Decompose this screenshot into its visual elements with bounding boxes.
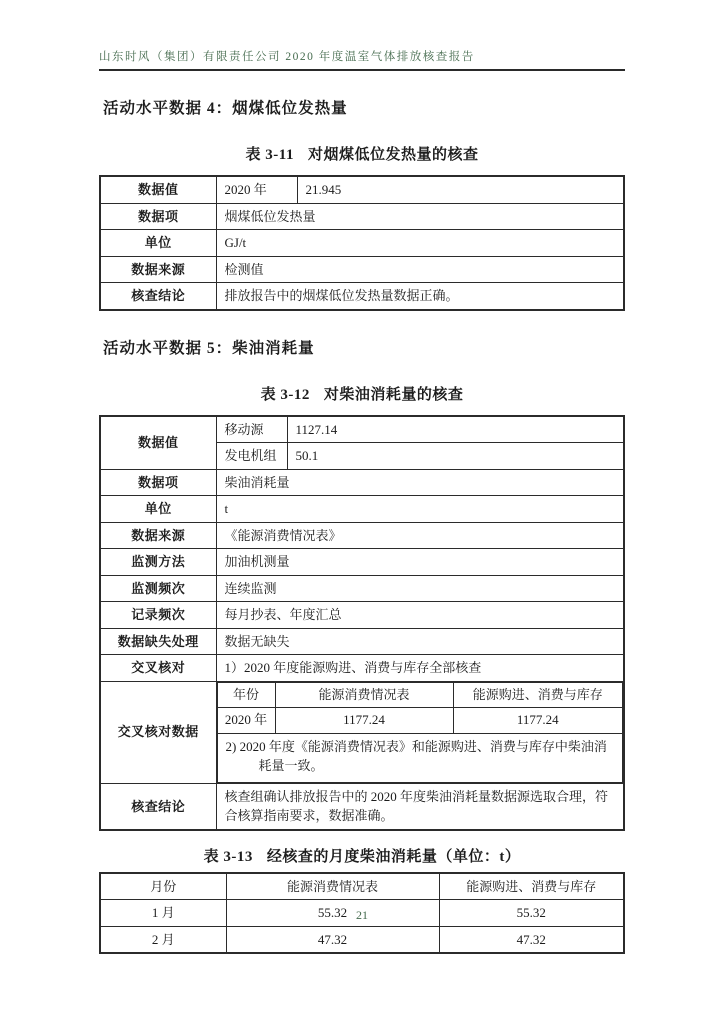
table-row [217, 682, 623, 708]
table-cell: t [216, 496, 624, 523]
table-3-11-caption [99, 143, 625, 164]
crosscheck-inner-table [217, 682, 624, 783]
table-row [217, 708, 623, 734]
table-3-12 [99, 415, 625, 831]
table-cell-source-name: 移动源 [216, 416, 287, 443]
table-cell-value: 50.1 [287, 443, 624, 470]
table-row [100, 926, 624, 953]
table-cell: 柴油消耗量 [216, 469, 624, 496]
column-header-month: 月份 [100, 873, 226, 900]
row-label: 核查结论 [100, 283, 216, 310]
table-cell-year: 2020 年 [216, 176, 297, 203]
cell-value: 47.32 [439, 926, 624, 953]
row-label: 数据缺失处理 [100, 628, 216, 655]
row-label: 单位 [100, 230, 216, 257]
crosscheck-note: 2) 2020 年度《能源消费情况表》和能源购进、消费与库存中柴油消耗量一致。 [217, 734, 623, 783]
row-label: 记录频次 [100, 602, 216, 629]
table-header-row [100, 873, 624, 900]
table-3-12-title: 对柴油消耗量的核查 [323, 386, 464, 403]
page-number: 21 [356, 908, 368, 922]
table-3-12-caption [99, 383, 625, 404]
table-row [100, 256, 624, 283]
inner-cell-year: 2020 年 [217, 708, 275, 734]
table-cell-value: 1127.14 [287, 416, 624, 443]
column-header-purchase-stock: 能源购进、消费与库存 [439, 873, 624, 900]
table-row [100, 522, 624, 549]
crosscheck-nested-cell [216, 681, 624, 783]
section-heading-coal-heating-value: 活动水平数据 4：烟煤低位发热量 [103, 100, 348, 117]
table-row [100, 230, 624, 257]
inner-header-purchase-stock: 能源购进、消费与库存 [453, 682, 623, 708]
table-3-13-title: 经核查的月度柴油消耗量（单位：t） [266, 848, 521, 865]
table-row [217, 734, 623, 783]
inner-cell-value: 1177.24 [453, 708, 623, 734]
table-row [100, 628, 624, 655]
table-3-13-caption [99, 845, 625, 866]
table-row [100, 416, 624, 443]
row-label: 数据来源 [100, 522, 216, 549]
table-cell: 烟煤低位发热量 [216, 203, 624, 230]
table-cell: 《能源消费情况表》 [216, 522, 624, 549]
cell-month: 1 月 [100, 900, 226, 927]
section-heading-diesel-consumption: 活动水平数据 5：柴油消耗量 [103, 339, 315, 357]
row-label: 数据项 [100, 203, 216, 230]
table-cell: 检测值 [216, 256, 624, 283]
table-row [100, 575, 624, 602]
table-3-11-number: 表 3-11 [245, 147, 294, 163]
table-cell-value: 21.945 [297, 176, 624, 203]
table-row [100, 496, 624, 523]
row-label: 交叉核对数据 [100, 681, 216, 783]
row-label: 单位 [100, 496, 216, 523]
table-3-13-number: 表 3-13 [203, 848, 253, 865]
table-cell: 加油机测量 [216, 549, 624, 576]
table-3-11 [99, 175, 625, 311]
table-row [100, 783, 624, 830]
table-row-crosscheck-data [100, 681, 624, 783]
table-cell-source-name: 发电机组 [216, 443, 287, 470]
row-label: 核查结论 [100, 783, 216, 830]
cell-value: 55.32 [226, 900, 439, 927]
table-cell: 1）2020 年度能源购进、消费与库存全部核查 [216, 655, 624, 682]
row-label: 数据项 [100, 469, 216, 496]
report-header: 山东时风（集团）有限责任公司 2020 年度温室气体排放核查报告 [99, 0, 625, 71]
table-row [100, 283, 624, 310]
row-label: 数据来源 [100, 256, 216, 283]
column-header-consumption-sheet: 能源消费情况表 [226, 873, 439, 900]
table-row [100, 176, 624, 203]
table-cell: GJ/t [216, 230, 624, 257]
table-3-12-number: 表 3-12 [260, 386, 310, 403]
table-3-11-title: 对烟煤低位发热量的核查 [307, 147, 479, 163]
table-row [100, 549, 624, 576]
inner-header-year: 年份 [217, 682, 275, 708]
table-row [100, 602, 624, 629]
table-cell: 连续监测 [216, 575, 624, 602]
row-label: 监测频次 [100, 575, 216, 602]
row-label: 监测方法 [100, 549, 216, 576]
table-row [100, 469, 624, 496]
table-row [100, 655, 624, 682]
cell-month: 2 月 [100, 926, 226, 953]
cell-value: 47.32 [226, 926, 439, 953]
inner-header-consumption-sheet: 能源消费情况表 [275, 682, 453, 708]
table-cell: 数据无缺失 [216, 628, 624, 655]
table-row [100, 203, 624, 230]
cell-value: 55.32 [439, 900, 624, 927]
row-label: 交叉核对 [100, 655, 216, 682]
row-label: 数据值 [100, 416, 216, 470]
table-cell: 排放报告中的烟煤低位发热量数据正确。 [216, 283, 624, 310]
inner-cell-value: 1177.24 [275, 708, 453, 734]
table-cell: 每月抄表、年度汇总 [216, 602, 624, 629]
table-cell-conclusion: 核查组确认排放报告中的 2020 年度柴油消耗量数据源选取合理，符合核算指南要求，数据准确。 [216, 783, 624, 830]
row-label: 数据值 [100, 176, 216, 203]
